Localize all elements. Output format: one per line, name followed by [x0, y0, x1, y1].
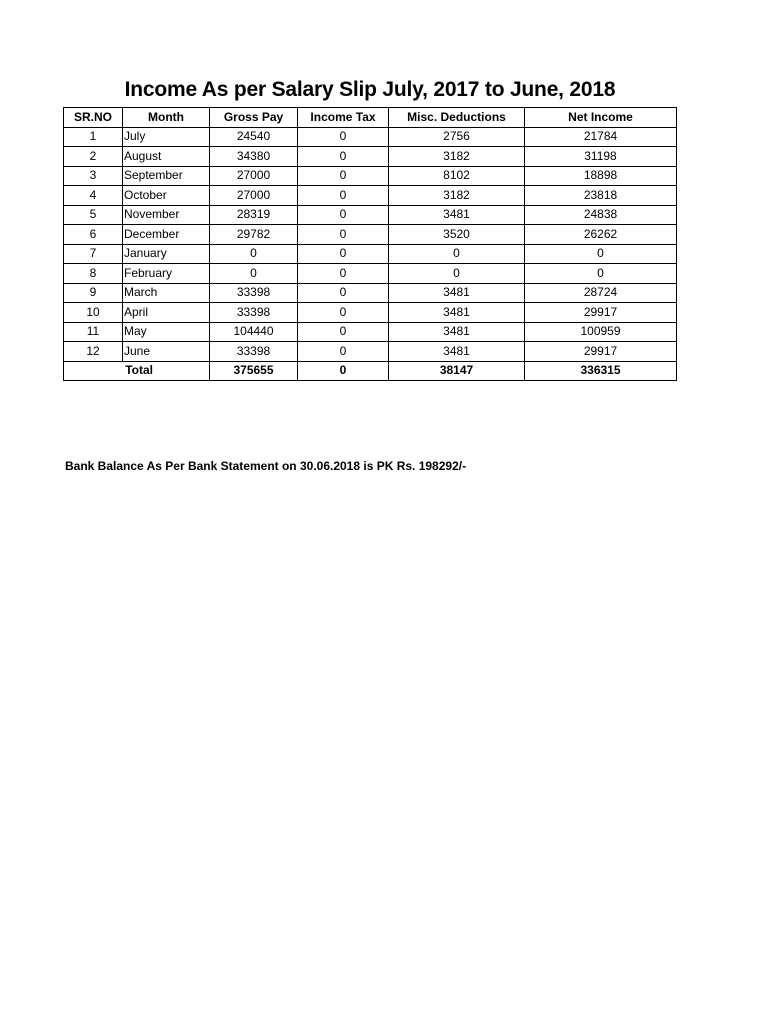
total-net-income: 336315 — [525, 361, 677, 381]
cell-month: December — [123, 225, 210, 245]
table-row — [64, 264, 677, 284]
cell-month: March — [123, 283, 210, 303]
cell-gross-pay: 0 — [210, 244, 298, 264]
cell-income-tax: 0 — [298, 283, 389, 303]
cell-sr-no: 5 — [64, 205, 123, 225]
cell-gross-pay: 33398 — [210, 303, 298, 323]
cell-net-income: 24838 — [525, 205, 677, 225]
cell-net-income: 21784 — [525, 127, 677, 147]
table-row — [64, 147, 677, 167]
cell-month: November — [123, 205, 210, 225]
cell-misc-deductions: 3520 — [389, 225, 525, 245]
table-row — [64, 166, 677, 186]
cell-misc-deductions: 0 — [389, 244, 525, 264]
cell-net-income: 29917 — [525, 303, 677, 323]
cell-gross-pay: 33398 — [210, 342, 298, 362]
cell-gross-pay: 28319 — [210, 205, 298, 225]
cell-gross-pay: 24540 — [210, 127, 298, 147]
cell-sr-no: 2 — [64, 147, 123, 167]
header-month: Month — [123, 108, 210, 128]
cell-gross-pay: 33398 — [210, 283, 298, 303]
cell-sr-no: 9 — [64, 283, 123, 303]
cell-gross-pay: 34380 — [210, 147, 298, 167]
cell-net-income: 100959 — [525, 322, 677, 342]
cell-sr-no: 7 — [64, 244, 123, 264]
cell-sr-no: 4 — [64, 186, 123, 206]
cell-income-tax: 0 — [298, 322, 389, 342]
cell-month: July — [123, 127, 210, 147]
cell-income-tax: 0 — [298, 244, 389, 264]
cell-income-tax: 0 — [298, 264, 389, 284]
table-row — [64, 205, 677, 225]
cell-month: September — [123, 166, 210, 186]
cell-sr-no: 12 — [64, 342, 123, 362]
page-title: Income As per Salary Slip July, 2017 to June, 2018 — [124, 78, 616, 101]
cell-gross-pay: 104440 — [210, 322, 298, 342]
cell-gross-pay: 27000 — [210, 166, 298, 186]
cell-sr-no: 10 — [64, 303, 123, 323]
cell-net-income: 28724 — [525, 283, 677, 303]
cell-sr-no: 11 — [64, 322, 123, 342]
header-gross-pay: Gross Pay — [210, 108, 298, 128]
total-row — [64, 361, 677, 381]
cell-net-income: 23818 — [525, 186, 677, 206]
cell-gross-pay: 27000 — [210, 186, 298, 206]
cell-misc-deductions: 3481 — [389, 303, 525, 323]
bank-balance-note: Bank Balance As Per Bank Statement on 30.06.2018 is PK Rs. 198292/- — [65, 459, 467, 473]
header-misc-deductions: Misc. Deductions — [389, 108, 525, 128]
cell-sr-no: 1 — [64, 127, 123, 147]
salary-table — [63, 107, 677, 381]
cell-net-income: 0 — [525, 264, 677, 284]
cell-misc-deductions: 3481 — [389, 283, 525, 303]
cell-gross-pay: 29782 — [210, 225, 298, 245]
cell-misc-deductions: 3481 — [389, 205, 525, 225]
header-sr-no: SR.NO — [64, 108, 123, 128]
table-row — [64, 244, 677, 264]
table-row — [64, 225, 677, 245]
cell-month: August — [123, 147, 210, 167]
table-row — [64, 186, 677, 206]
cell-month: May — [123, 322, 210, 342]
table-row — [64, 127, 677, 147]
table-row — [64, 322, 677, 342]
cell-income-tax: 0 — [298, 147, 389, 167]
cell-income-tax: 0 — [298, 205, 389, 225]
cell-month: April — [123, 303, 210, 323]
cell-month: June — [123, 342, 210, 362]
cell-misc-deductions: 3481 — [389, 342, 525, 362]
cell-income-tax: 0 — [298, 166, 389, 186]
total-label: Total — [64, 361, 210, 381]
cell-month: October — [123, 186, 210, 206]
header-income-tax: Income Tax — [298, 108, 389, 128]
cell-income-tax: 0 — [298, 342, 389, 362]
table-header-row — [64, 108, 677, 128]
cell-misc-deductions: 0 — [389, 264, 525, 284]
cell-misc-deductions: 2756 — [389, 127, 525, 147]
cell-income-tax: 0 — [298, 186, 389, 206]
cell-net-income: 0 — [525, 244, 677, 264]
cell-income-tax: 0 — [298, 225, 389, 245]
cell-misc-deductions: 3481 — [389, 322, 525, 342]
total-gross-pay: 375655 — [210, 361, 298, 381]
total-misc-deductions: 38147 — [389, 361, 525, 381]
cell-net-income: 31198 — [525, 147, 677, 167]
cell-month: January — [123, 244, 210, 264]
cell-misc-deductions: 3182 — [389, 147, 525, 167]
cell-sr-no: 6 — [64, 225, 123, 245]
table-row — [64, 283, 677, 303]
table-body — [64, 127, 677, 361]
cell-misc-deductions: 8102 — [389, 166, 525, 186]
cell-month: February — [123, 264, 210, 284]
header-net-income: Net Income — [525, 108, 677, 128]
cell-sr-no: 8 — [64, 264, 123, 284]
table-row — [64, 303, 677, 323]
cell-net-income: 29917 — [525, 342, 677, 362]
total-income-tax: 0 — [298, 361, 389, 381]
cell-misc-deductions: 3182 — [389, 186, 525, 206]
cell-income-tax: 0 — [298, 127, 389, 147]
cell-income-tax: 0 — [298, 303, 389, 323]
cell-gross-pay: 0 — [210, 264, 298, 284]
cell-net-income: 18898 — [525, 166, 677, 186]
cell-sr-no: 3 — [64, 166, 123, 186]
cell-net-income: 26262 — [525, 225, 677, 245]
table-row — [64, 342, 677, 362]
